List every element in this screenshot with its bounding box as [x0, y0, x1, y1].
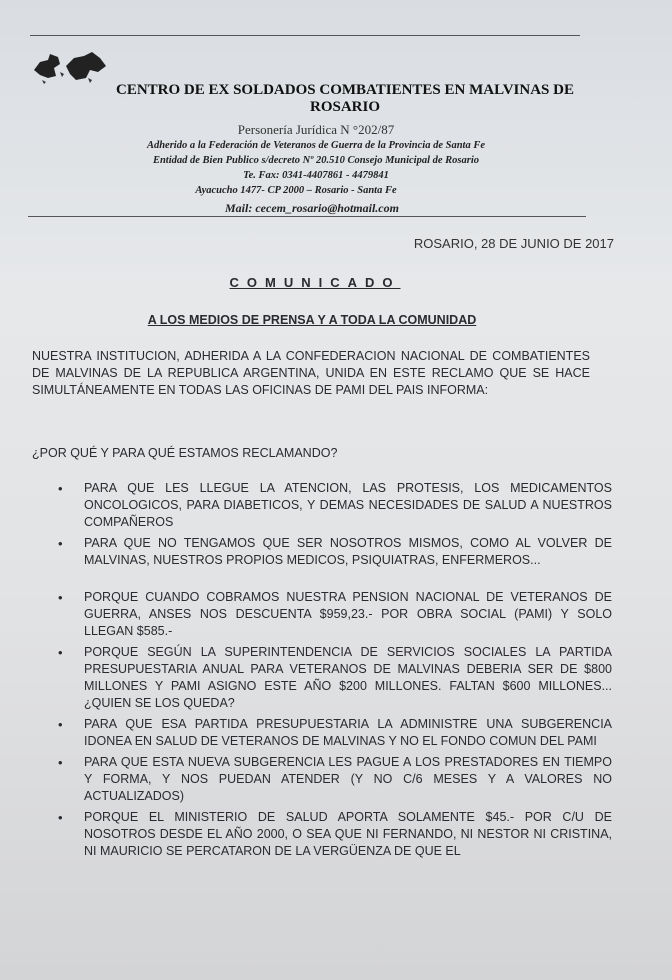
list-item: [56, 809, 612, 860]
adherido-line: Adherido a la Federación de Veteranos de Guerra de la Provincia de Santa Fe: [146, 140, 486, 151]
list-item-text: PARA QUE LES LLEGUE LA ATENCION, LAS PROTESIS, LOS MEDICAMENTOS ONCOLOGICOS, PARA DIABETICOS, Y DEMAS NECESIDADES DE SALUD A NUESTROS COMPAÑEROS: [84, 481, 612, 529]
bullet-icon: •: [58, 590, 63, 605]
document-title: COMUNICADO: [229, 275, 401, 290]
list-item-text: PARA QUE NO TENGAMOS QUE SER NOSOTROS MISMOS, COMO AL VOLVER DE MALVINAS, NUESTROS PROPIOS MEDICOS, PSIQUIATRAS, ENFERMEROS...: [84, 536, 612, 567]
list-item-text: PORQUE EL MINISTERIO DE SALUD APORTA SOLAMENTE $45.- POR C/U DE NOSOTROS DESDE EL AÑO 2000, O SEA QUE NI FERNANDO, NI NESTOR NI CRISTINA, NI MAURICIO SE PERCATARON DE LA VERGÜENZA DE QUE EL: [84, 810, 612, 858]
list-item: [56, 754, 612, 805]
list-item: [56, 480, 612, 531]
document-date: ROSARIO, 28 DE JUNIO DE 2017: [413, 236, 614, 251]
reasons-list: [56, 480, 612, 864]
personeria-juridica: Personería Jurídica N °202/87: [237, 122, 395, 137]
direccion-line: Ayacucho 1477- CP 2000 – Rosario - Santa Fe: [195, 185, 397, 196]
bullet-icon: •: [58, 810, 63, 825]
bullet-icon: •: [58, 755, 63, 770]
document-subtitle: A LOS MEDIOS DE PRENSA Y A TODA LA COMUNIDAD: [147, 313, 477, 327]
list-item: [56, 589, 612, 640]
malvinas-islands-logo: [30, 48, 108, 88]
list-item: [56, 535, 612, 569]
intro-paragraph: NUESTRA INSTITUCION, ADHERIDA A LA CONFEDERACION NACIONAL DE COMBATIENTES DE MALVINAS DE LA REPUBLICA ARGENTINA, UNIDA EN ESTE RECLAMO QUE SE HACE SIMULTÁNEAMENTE EN TODAS LAS OFICINAS DE PAMI DEL PAIS INFORMA:: [32, 349, 590, 397]
entidad-line: Entidad de Bien Publico s/decreto Nº 20.510 Consejo Municipal de Rosario: [152, 155, 480, 166]
bullet-icon: •: [58, 717, 63, 732]
list-item: [56, 716, 612, 750]
list-item-text: PORQUE SEGÚN LA SUPERINTENDENCIA DE SERVICIOS SOCIALES LA PARTIDA PRESUPUESTARIA ANUAL PARA VETERANOS DE MALVINAS DEBERIA SER DE $800 MILLONES Y PAMI ASIGNO ESTE AÑO $200 MILLONES. FALTAN $600 MILLONES... ¿QUIEN SE LOS QUEDA?: [84, 645, 612, 710]
header-bottom-rule: [28, 216, 586, 217]
list-item-text: PARA QUE ESTA NUEVA SUBGERENCIA LES PAGUE A LOS PRESTADORES EN TIEMPO Y FORMA, Y NOS PUEDAN ATENDER (Y NO C/6 MESES Y A VALORES NO ACTUALIZADOS): [84, 755, 612, 803]
organization-name: CENTRO DE EX SOLDADOS COMBATIENTES EN MALVINAS DE ROSARIO: [115, 82, 574, 115]
header-top-rule: [30, 35, 580, 36]
bullet-icon: •: [58, 645, 63, 660]
telefono-line: Te. Fax: 0341-4407861 - 4479841: [243, 170, 389, 181]
list-item: [56, 644, 612, 712]
section-question: ¿POR QUÉ Y PARA QUÉ ESTAMOS RECLAMANDO?: [32, 446, 338, 460]
email-line: Mail: cecem_rosario@hotmail.com: [225, 201, 399, 215]
list-item-text: PARA QUE ESA PARTIDA PRESUPUESTARIA LA ADMINISTRE UNA SUBGERENCIA IDONEA EN SALUD DE VETERANOS DE MALVINAS Y NO EL FONDO COMUN DEL PAMI: [84, 717, 612, 748]
bullet-icon: •: [58, 481, 63, 496]
list-item-text: PORQUE CUANDO COBRAMOS NUESTRA PENSION NACIONAL DE VETERANOS DE GUERRA, ANSES NOS DESCUENTA $959,23.- POR OBRA SOCIAL (PAMI) Y SOLO LLEGAN $585.-: [84, 590, 612, 638]
bullet-icon: •: [58, 536, 63, 551]
